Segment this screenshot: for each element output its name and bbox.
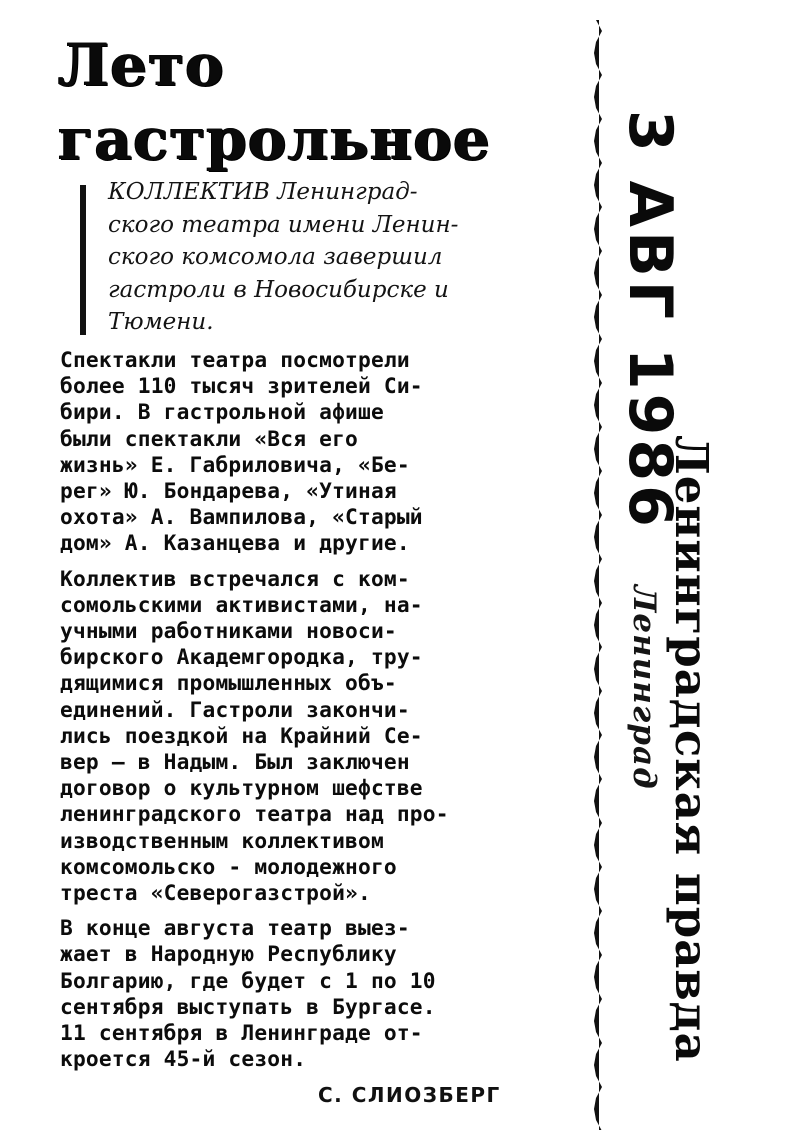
article-headline <box>58 28 518 176</box>
body-line: были спектакли «Вся его <box>60 425 358 451</box>
body-line: В конце августа театр выез- <box>60 915 410 941</box>
body-line: охота» А. Вампилова, «Старый <box>60 504 423 530</box>
article-lead <box>108 176 586 339</box>
body-line: сентября выступать в Бургасе. <box>60 993 436 1019</box>
lead-line: Тюмени. <box>108 309 214 335</box>
body-line: сомольскими активистами, на- <box>60 591 423 617</box>
body-line: рег» Ю. Бондарева, «Утиная <box>60 478 397 504</box>
body-line: учными работниками новоси- <box>60 618 397 644</box>
headline-line-2: гастрольное <box>58 105 491 173</box>
body-line: Коллектив встречался с ком- <box>60 565 410 591</box>
body-line: кроется 45-й сезон. <box>60 1046 307 1072</box>
lead-line: гастроли в Новосибирске и <box>108 276 449 303</box>
body-line: дящимися промышленных объ- <box>60 670 397 696</box>
headline-line-1: Лето <box>58 31 225 99</box>
body-line: дом» А. Казанцева и другие. <box>60 530 410 556</box>
body-line: лись поездкой на Крайний Се- <box>60 722 423 748</box>
body-line: 11 сентября в Ленинграде от- <box>60 1020 423 1046</box>
article-byline: С. СЛИОЗБЕРГ <box>318 1083 501 1107</box>
body-line: вер — в Надым. Был заключен <box>60 749 410 775</box>
body-line: жает в Народную Республику <box>60 941 397 967</box>
body-line: договор о культурном шефстве <box>60 775 423 801</box>
body-line: треста «Северогазстрой». <box>60 880 371 906</box>
lead-rule <box>80 185 86 335</box>
lead-line: ского комсомола завершил <box>108 244 443 270</box>
body-line: бирского Академгородка, тру- <box>60 644 423 670</box>
body-line: бири. В гастрольной афише <box>60 399 384 425</box>
body-line: Болгарию, где будет с 1 по 10 <box>60 967 436 993</box>
body-line: комсомольско - молодежного <box>60 853 397 879</box>
body-line: ленинградского театра над про- <box>60 801 449 827</box>
body-line: жизнь» Е. Габриловича, «Бе- <box>60 451 410 477</box>
torn-edge <box>590 20 608 1130</box>
stamp-date-text: 3 АВГ 1986 <box>615 110 685 531</box>
body-line: единений. Гастроли закончи- <box>60 696 410 722</box>
lead-line: ского театра имени Ленин- <box>108 211 459 238</box>
lead-line: КОЛЛЕКТИВ Ленинград- <box>108 179 418 205</box>
article-body <box>60 347 590 1072</box>
body-line: Спектакли театра посмотрели <box>60 347 410 372</box>
body-line: более 110 тысяч зрителей Си- <box>60 373 423 399</box>
body-line: изводственным коллективом <box>60 827 384 853</box>
stamp-newspaper-text: Ленинградская правда <box>665 435 718 1063</box>
stamp-city-text: Ленинград <box>626 585 662 790</box>
